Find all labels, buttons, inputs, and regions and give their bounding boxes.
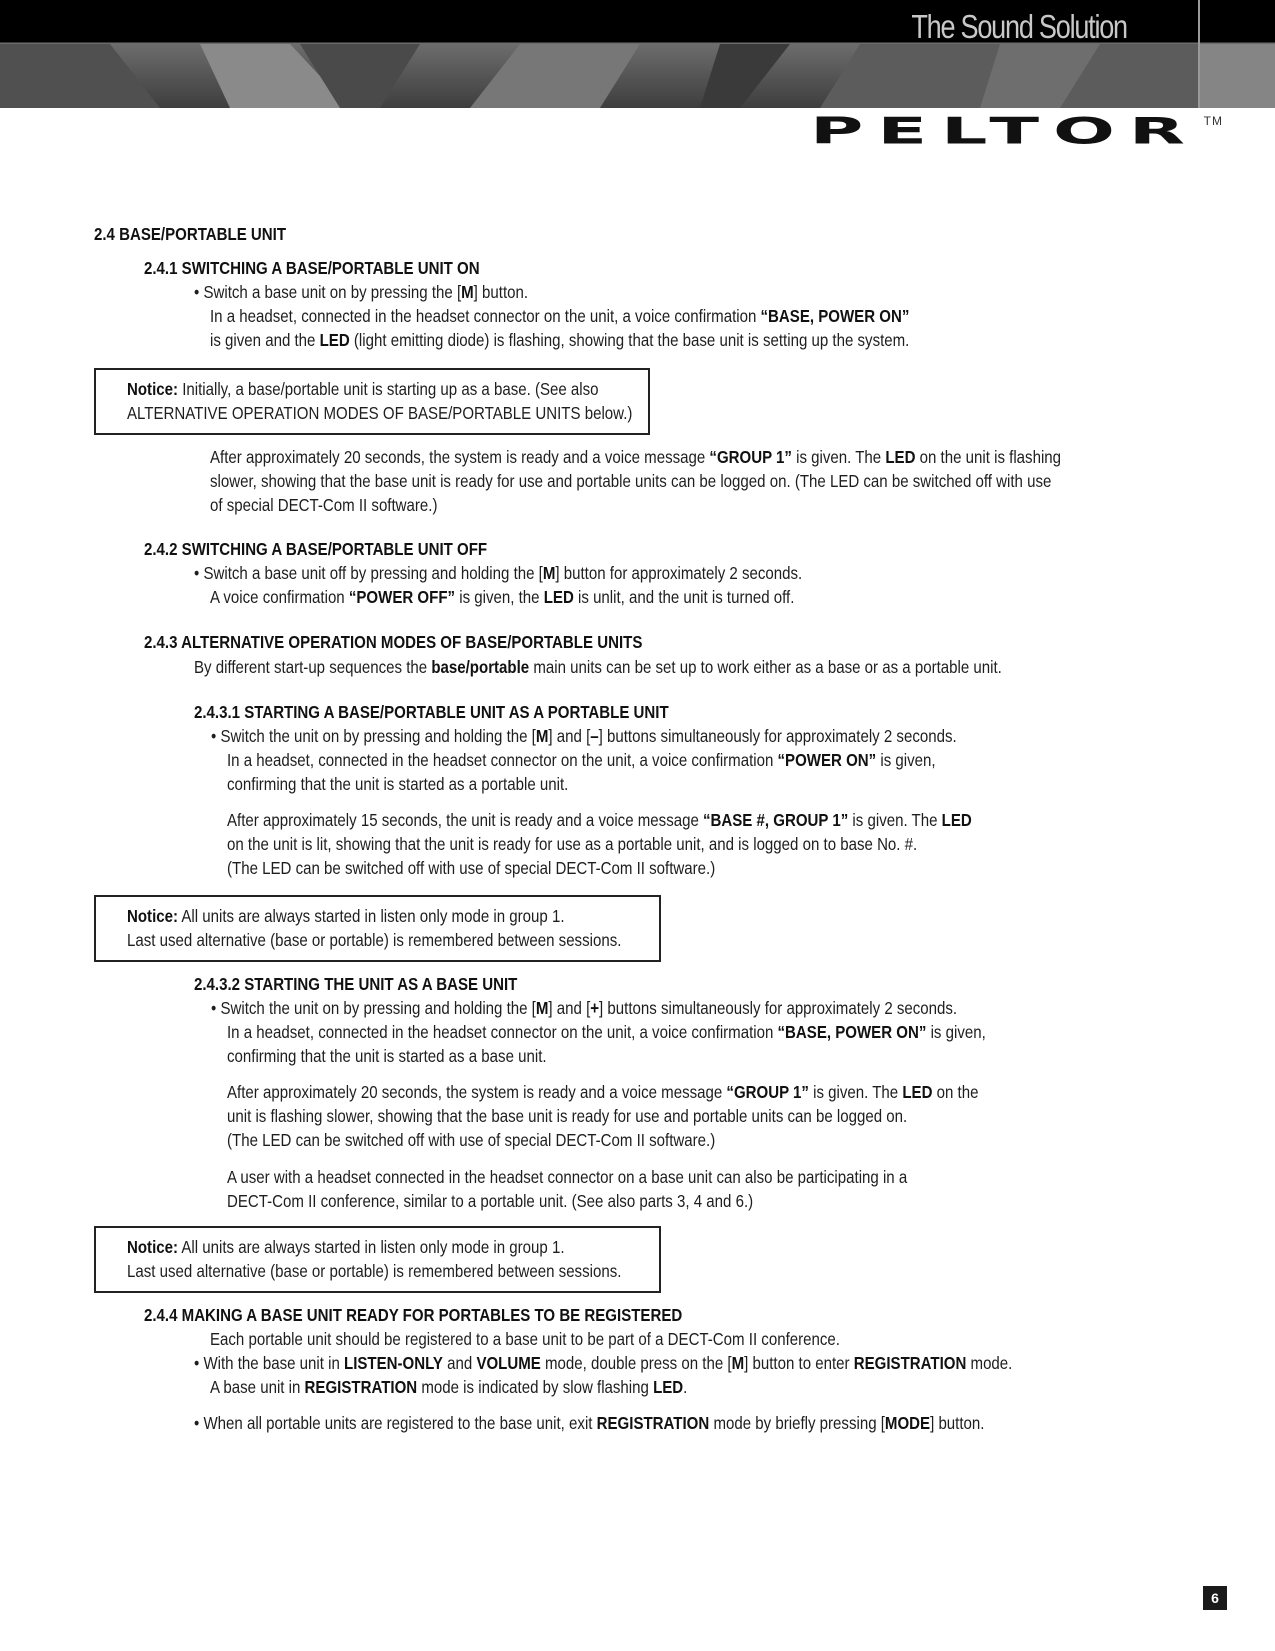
notice-box [94, 368, 650, 435]
header-banner [0, 0, 1275, 108]
subsection-heading: 2.4.4 MAKING A BASE UNIT READY FOR PORTABLES TO BE REGISTERED [144, 1305, 683, 1325]
subsection-heading: 2.4.3.2 STARTING THE UNIT AS A BASE UNIT [194, 974, 518, 994]
paragraph-line: A base unit in REGISTRATION mode is indicated by slow flashing LED. [210, 1377, 688, 1397]
notice-line: Notice: All units are always started in listen only mode in group 1. [127, 906, 565, 926]
peltor-logo: PELTOR [810, 110, 1199, 153]
paragraph-line: • When all portable units are registered to the base unit, exit REGISTRATION mode by briefly pressing [MODE] button. [194, 1413, 985, 1433]
tagline: The Sound Solution [911, 8, 1127, 45]
section-heading: 2.4 BASE/PORTABLE UNIT [94, 224, 287, 244]
subsection-heading: 2.4.3.1 STARTING A BASE/PORTABLE UNIT AS A PORTABLE UNIT [194, 702, 669, 722]
notice-box [94, 895, 661, 962]
paragraph-line: A voice confirmation “POWER OFF” is given, the LED is unlit, and the unit is turned off. [210, 587, 795, 607]
notice-line: Last used alternative (base or portable) is remembered between sessions. [127, 930, 622, 950]
notice-line: ALTERNATIVE OPERATION MODES OF BASE/PORTABLE UNITS below.) [127, 403, 633, 423]
paragraph-line: slower, showing that the base unit is ready for use and portable units can be logged on. (The LED can be switched off with use [210, 471, 1052, 491]
subsection-heading: 2.4.1 SWITCHING A BASE/PORTABLE UNIT ON [144, 258, 480, 278]
paragraph-line: unit is flashing slower, showing that the base unit is ready for use and portable units can be logged on. [227, 1106, 908, 1126]
paragraph-line: A user with a headset connected in the headset connector on a base unit can also be participating in a [227, 1167, 908, 1187]
paragraph-line: • Switch the unit on by pressing and holding the [M] and [–] buttons simultaneously for approximately 2 seconds. [211, 726, 957, 746]
paragraph-line: DECT-Com II conference, similar to a portable unit. (See also parts 3, 4 and 6.) [227, 1191, 754, 1211]
paragraph-line: (The LED can be switched off with use of special DECT-Com II software.) [227, 858, 716, 878]
paragraph-line: • Switch a base unit off by pressing and holding the [M] button for approximately 2 seconds. [194, 563, 803, 583]
subsection-heading: 2.4.3 ALTERNATIVE OPERATION MODES OF BASE/PORTABLE UNITS [144, 632, 643, 652]
paragraph-line: of special DECT-Com II software.) [210, 495, 438, 515]
trademark-mark: TM [1203, 114, 1223, 128]
paragraph-line: Each portable unit should be registered to a base unit to be part of a DECT-Com II conference. [210, 1329, 840, 1349]
paragraph-line: After approximately 15 seconds, the unit is ready and a voice message “BASE #, GROUP 1” is given. The LED [227, 810, 972, 830]
paragraph-line: on the unit is lit, showing that the unit is ready for use as a portable unit, and is logged on to base No. #. [227, 834, 918, 854]
subsection-heading: 2.4.2 SWITCHING A BASE/PORTABLE UNIT OFF [144, 539, 488, 559]
notice-box [94, 1226, 661, 1293]
paragraph-line: confirming that the unit is started as a base unit. [227, 1046, 547, 1066]
paragraph-line: After approximately 20 seconds, the system is ready and a voice message “GROUP 1” is given. The LED on the unit is flashing [210, 447, 1062, 467]
paragraph-line: In a headset, connected in the headset connector on the unit, a voice confirmation “POWER ON” is given, [227, 750, 936, 770]
paragraph-line: is given and the LED (light emitting diode) is flashing, showing that the base unit is setting up the system. [210, 330, 910, 350]
paragraph-line: By different start-up sequences the base/portable main units can be set up to work either as a base or as a portable unit. [194, 657, 1002, 677]
paragraph-line: • With the base unit in LISTEN-ONLY and VOLUME mode, double press on the [M] button to enter REGISTRATION mode. [194, 1353, 1013, 1373]
paragraph-line: After approximately 20 seconds, the system is ready and a voice message “GROUP 1” is given. The LED on the [227, 1082, 979, 1102]
paragraph-line: (The LED can be switched off with use of special DECT-Com II software.) [227, 1130, 716, 1150]
notice-line: Last used alternative (base or portable) is remembered between sessions. [127, 1261, 622, 1281]
notice-line: Notice: All units are always started in listen only mode in group 1. [127, 1237, 565, 1257]
paragraph-line: • Switch the unit on by pressing and holding the [M] and [+] buttons simultaneously for approximately 2 seconds. [211, 998, 958, 1018]
paragraph-line: confirming that the unit is started as a portable unit. [227, 774, 569, 794]
paragraph-line: • Switch a base unit on by pressing the [M] button. [194, 282, 529, 302]
page-number: 6 [1203, 1586, 1227, 1610]
paragraph-line: In a headset, connected in the headset connector on the unit, a voice confirmation “BASE, POWER ON” is given, [227, 1022, 986, 1042]
paragraph-line: In a headset, connected in the headset connector on the unit, a voice confirmation “BASE, POWER ON” [210, 306, 910, 326]
notice-line: Notice: Initially, a base/portable unit is starting up as a base. (See also [127, 379, 599, 399]
